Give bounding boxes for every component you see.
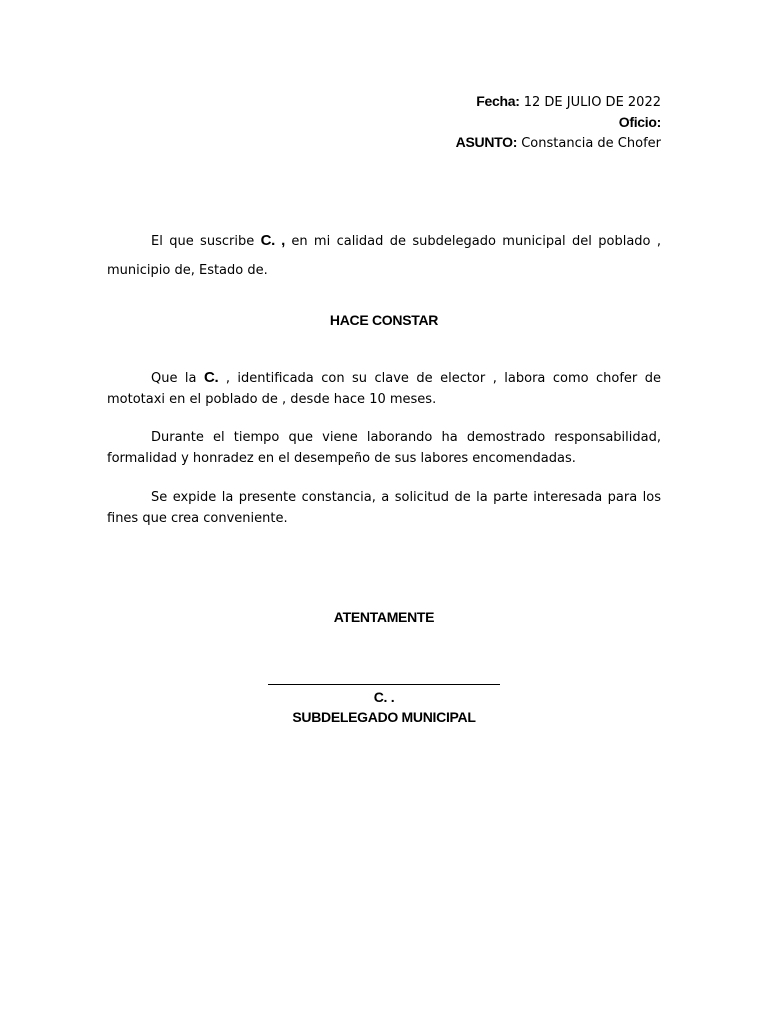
paragraph-expide: Se expide la presente constancia, a solicitud de la parte interesada para los fines que crea conveniente. (107, 490, 661, 526)
paragraph-identificada-post: , identificada con su clave de elector , labora como chofer de mototaxi en el poblado de , desde hace 10 meses. (107, 371, 661, 407)
asunto-value: Constancia de Chofer (521, 136, 661, 151)
identificada-name: C. (203, 369, 219, 386)
asunto-label: ASUNTO: (455, 134, 518, 150)
fecha-label: Fecha: (476, 93, 520, 109)
paragraph-suscribe-pre: El que suscribe (151, 234, 261, 249)
paragraph-suscribe-post: en mi calidad de subdelegado municipal del poblado , municipio de, Estado de. (107, 234, 661, 278)
fecha-line (456, 92, 661, 113)
suscribe-name: C. , (260, 232, 285, 249)
fecha-value: 12 DE JULIO DE 2022 (523, 95, 661, 110)
oficio-line (456, 113, 661, 134)
signature-line (268, 684, 500, 685)
signature-name: C. . (373, 689, 395, 705)
oficio-label: Oficio: (618, 113, 661, 130)
paragraph-suscribe (107, 226, 661, 285)
paragraph-identificada (107, 368, 661, 410)
signature-title: SUBDELEGADO MUNICIPAL (292, 709, 476, 725)
paragraph-responsabilidad: Durante el tiempo que viene laborando ha demostrado responsabilidad, formalidad y honradez en el desempeño de sus labores encomendadas. (107, 430, 661, 466)
heading-hace-constar: HACE CONSTAR (329, 312, 439, 328)
asunto-line (456, 133, 661, 154)
paragraph-identificada-pre: Que la (151, 371, 204, 386)
heading-atentamente: ATENTAMENTE (333, 609, 435, 625)
letter-header (456, 92, 661, 154)
